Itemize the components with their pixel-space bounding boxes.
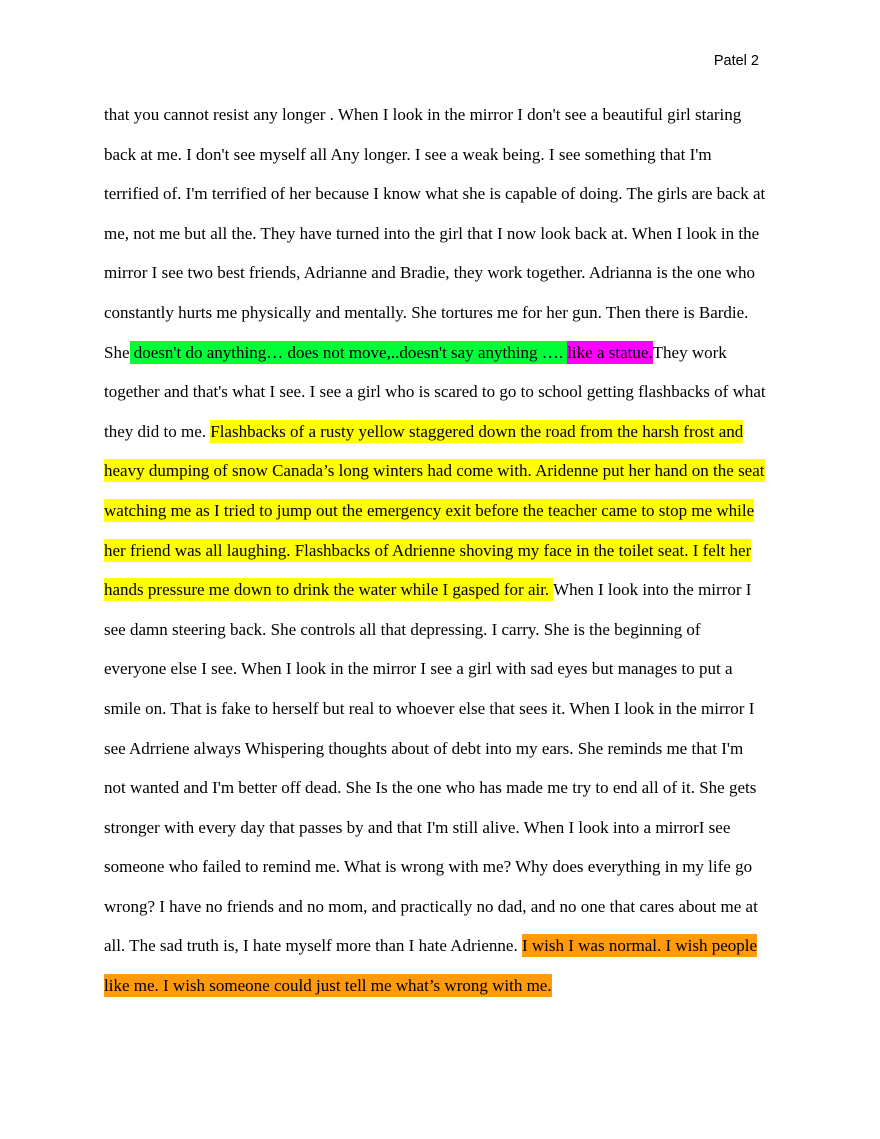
- highlighted-text: like me. I wish someone could just tell me what’s wrong with me.: [104, 976, 552, 996]
- text-segment: see damn steering back. She controls all that depressing. I carry. She is the beginning of: [104, 619, 701, 639]
- text-line: [104, 736, 794, 776]
- text-line: [104, 458, 794, 498]
- text-line: [104, 815, 794, 855]
- text-line: [104, 260, 794, 300]
- highlighted-text: I wish I was normal. I wish people: [521, 936, 758, 956]
- text-line: [104, 538, 794, 578]
- highlighted-text: her friend was all laughing. Flashbacks of Adrienne shoving my face in the toilet seat. I felt her: [104, 540, 752, 560]
- text-line: [104, 419, 794, 459]
- text-segment: they did to me.: [104, 421, 211, 441]
- text-line: [104, 221, 794, 261]
- text-segment: back at me. I don't see myself all Any longer. I see a weak being. I see something that I'm: [104, 144, 712, 164]
- text-line: [104, 775, 794, 815]
- text-line: [104, 340, 794, 380]
- essay-body: [104, 102, 794, 1013]
- text-segment: terrified of. I'm terrified of her because I know what she is capable of doing. The girls are back at: [104, 184, 766, 204]
- text-segment: all. The sad truth is, I hate myself more than I hate Adrienne.: [104, 936, 522, 956]
- text-segment: together and that's what I see. I see a girl who is scared to go to school getting flashbacks of what: [104, 382, 766, 402]
- text-segment: She: [104, 342, 130, 362]
- text-segment: constantly hurts me physically and mentally. She tortures me for her gun. Then there is Bardie.: [104, 302, 749, 322]
- highlighted-text: hands pressure me down to drink the water while I gasped for air.: [104, 580, 554, 600]
- text-segment: me, not me but all the. They have turned into the girl that I now look back at. When I look in the: [104, 223, 760, 243]
- text-segment: see Adrriene always Whispering thoughts about of debt into my ears. She reminds me that I'm: [104, 738, 744, 758]
- text-segment: stronger with every day that passes by and that I'm still alive. When I look into a mirrorI see: [104, 817, 731, 837]
- text-line: [104, 142, 794, 182]
- text-segment: mirror I see two best friends, Adrianne and Bradie, they work together. Adrianna is the one who: [104, 263, 756, 283]
- text-line: [104, 577, 794, 617]
- text-line: [104, 498, 794, 538]
- text-line: [104, 102, 794, 142]
- highlighted-text: Flashbacks of a rusty yellow staggered down the road from the harsh frost and: [210, 421, 744, 441]
- text-line: [104, 181, 794, 221]
- text-segment: not wanted and I'm better off dead. She Is the one who has made me try to end all of it. She gets: [104, 778, 757, 798]
- highlighted-text: heavy dumping of snow Canada’s long winters had come with. Aridenne put her hand on the seat: [104, 461, 765, 481]
- text-segment: They work: [652, 342, 727, 362]
- text-segment: smile on. That is fake to herself but real to whoever else that sees it. When I look in the mirror I: [104, 698, 755, 718]
- text-segment: someone who failed to remind me. What is wrong with me? Why does everything in my life go: [104, 857, 753, 877]
- text-line: [104, 854, 794, 894]
- text-line: [104, 656, 794, 696]
- text-line: [104, 300, 794, 340]
- highlighted-text: watching me as I tried to jump out the emergency exit before the teacher came to stop me while: [104, 500, 755, 520]
- highlighted-text: like a statue.: [567, 342, 653, 362]
- text-line: [104, 379, 794, 419]
- text-line: [104, 617, 794, 657]
- text-line: [104, 696, 794, 736]
- text-segment: wrong? I have no friends and no mom, and practically no dad, and no one that cares about me at: [104, 896, 758, 916]
- text-segment: that you cannot resist any longer . When I look in the mirror I don't see a beautiful girl staring: [104, 105, 742, 124]
- text-segment: When I look into the mirror I: [553, 580, 752, 600]
- text-line: [104, 973, 794, 1013]
- text-segment: everyone else I see. When I look in the mirror I see a girl with sad eyes but manages to put a: [104, 659, 733, 679]
- highlighted-text: doesn't do anything… does not move,..doesn't say anything ….: [129, 342, 568, 362]
- text-line: [104, 894, 794, 934]
- page-header: Patel 2: [713, 53, 759, 69]
- text-line: [104, 933, 794, 973]
